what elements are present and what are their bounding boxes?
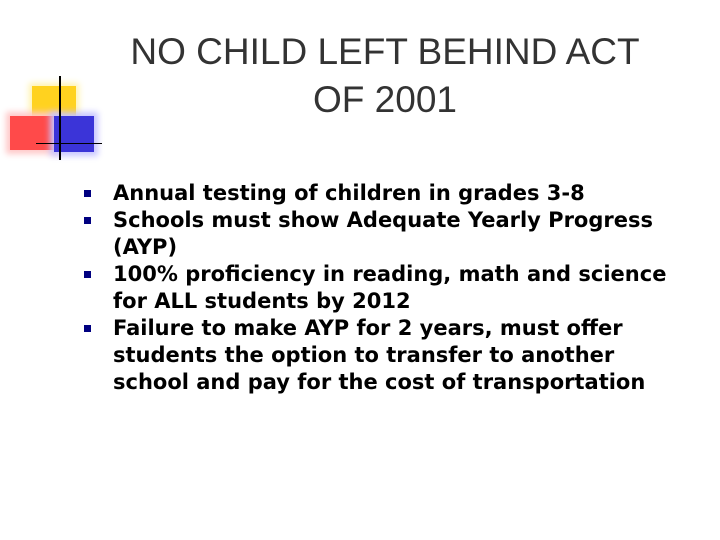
title-line-1: NO CHILD LEFT BEHIND ACT (130, 31, 640, 72)
red-square (10, 116, 56, 150)
bullet-text: Annual testing of children in grades 3-8 (113, 181, 585, 205)
slide-title (110, 28, 660, 124)
bullet-list (84, 180, 684, 396)
bullet-item (84, 315, 684, 396)
bullet-item (84, 207, 684, 261)
logo-horizontal-line (36, 143, 102, 144)
square-bullet-icon (84, 325, 91, 332)
bullet-text: Schools must show Adequate Yearly Progress (AYP) (113, 208, 653, 259)
corner-logo-icon (0, 0, 110, 170)
square-bullet-icon (84, 271, 91, 278)
bullet-item (84, 180, 684, 207)
square-bullet-icon (84, 217, 91, 224)
logo-vertical-line (59, 76, 61, 160)
bullet-item (84, 261, 684, 315)
bullet-text: Failure to make AYP for 2 years, must offer students the option to transfer to another school and pay for the cost of transportation (113, 316, 646, 394)
title-line-2: OF 2001 (313, 79, 457, 120)
bullet-text: 100% proficiency in reading, math and science for ALL students by 2012 (113, 262, 667, 313)
square-bullet-icon (84, 190, 91, 197)
